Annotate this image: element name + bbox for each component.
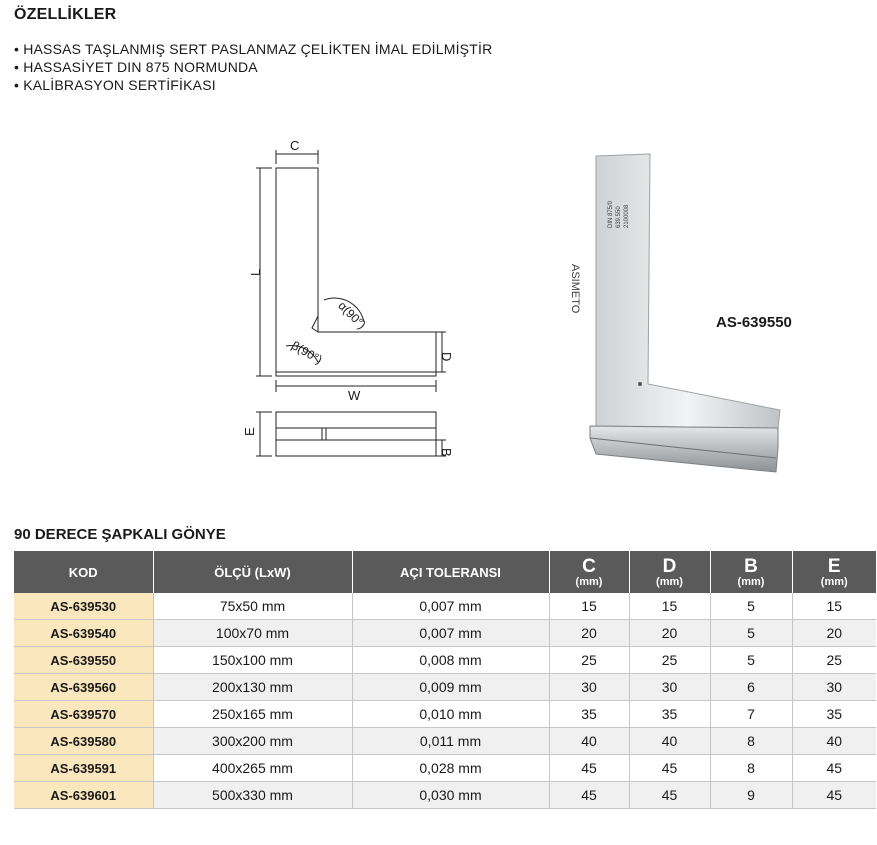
cell-kod: AS-639580 xyxy=(14,728,153,755)
table-row xyxy=(14,782,876,809)
cell-e: 20 xyxy=(792,620,876,647)
header-d: D (mm) xyxy=(629,551,710,593)
blade xyxy=(596,154,780,428)
cell-aci: 0,007 mm xyxy=(352,593,549,620)
product-table xyxy=(14,551,876,809)
cell-d: 45 xyxy=(629,782,710,809)
cell-d: 45 xyxy=(629,755,710,782)
table-row xyxy=(14,728,876,755)
features-list xyxy=(14,40,492,94)
cell-olcu: 250x165 mm xyxy=(153,701,352,728)
cell-e: 15 xyxy=(792,593,876,620)
cell-olcu: 500x330 mm xyxy=(153,782,352,809)
product-model-label: AS-639550 xyxy=(716,314,792,331)
cell-b: 9 xyxy=(710,782,792,809)
table-row xyxy=(14,701,876,728)
cell-d: 30 xyxy=(629,674,710,701)
brand-engraving: ASIMETO xyxy=(569,264,581,314)
cell-c: 25 xyxy=(549,647,629,674)
feature-item: • HASSAS TAŞLANMIŞ SERT PASLANMAZ ÇELİKTEN İMAL EDİLMİŞTİR xyxy=(14,40,492,58)
cell-c: 40 xyxy=(549,728,629,755)
feature-item: • KALİBRASYON SERTİFİKASI xyxy=(14,76,492,94)
table-row xyxy=(14,755,876,782)
cell-c: 15 xyxy=(549,593,629,620)
cell-aci: 0,030 mm xyxy=(352,782,549,809)
cell-e: 45 xyxy=(792,782,876,809)
cell-e: 35 xyxy=(792,701,876,728)
cell-c: 20 xyxy=(549,620,629,647)
cell-kod: AS-639550 xyxy=(14,647,153,674)
table-row xyxy=(14,647,876,674)
cell-d: 25 xyxy=(629,647,710,674)
label-w: W xyxy=(348,388,361,403)
cell-olcu: 300x200 mm xyxy=(153,728,352,755)
cell-b: 6 xyxy=(710,674,792,701)
label-b: B xyxy=(439,448,454,457)
header-e: E (mm) xyxy=(792,551,876,593)
header-olcu: ÖLÇÜ (LxW) xyxy=(153,551,352,593)
engraving-line: 639.550 xyxy=(616,206,622,228)
table-row xyxy=(14,620,876,647)
table-title: 90 DERECE ŞAPKALI GÖNYE xyxy=(14,526,226,543)
corner-notch xyxy=(312,316,318,332)
header-aci: AÇI TOLERANSI xyxy=(352,551,549,593)
features-title: ÖZELLİKLER xyxy=(14,6,117,23)
cell-e: 30 xyxy=(792,674,876,701)
cell-kod: AS-639560 xyxy=(14,674,153,701)
cell-kod: AS-639591 xyxy=(14,755,153,782)
header-c: C (mm) xyxy=(549,551,629,593)
table-row xyxy=(14,593,876,620)
label-d: D xyxy=(439,352,454,362)
technical-drawing xyxy=(242,136,456,466)
cell-aci: 0,008 mm xyxy=(352,647,549,674)
cell-e: 45 xyxy=(792,755,876,782)
cell-kod: AS-639540 xyxy=(14,620,153,647)
cell-b: 5 xyxy=(710,593,792,620)
cell-d: 20 xyxy=(629,620,710,647)
cell-b: 8 xyxy=(710,755,792,782)
cell-aci: 0,009 mm xyxy=(352,674,549,701)
cell-olcu: 200x130 mm xyxy=(153,674,352,701)
cell-b: 8 xyxy=(710,728,792,755)
cell-c: 45 xyxy=(549,782,629,809)
cell-c: 30 xyxy=(549,674,629,701)
angle-beta-label: β(90°) xyxy=(289,338,325,367)
cell-d: 35 xyxy=(629,701,710,728)
cell-c: 45 xyxy=(549,755,629,782)
cell-kod: AS-639570 xyxy=(14,701,153,728)
cell-e: 25 xyxy=(792,647,876,674)
cell-aci: 0,028 mm xyxy=(352,755,549,782)
header-kod: KOD xyxy=(14,551,153,593)
label-l: L xyxy=(248,268,263,276)
cell-olcu: 400x265 mm xyxy=(153,755,352,782)
cell-aci: 0,011 mm xyxy=(352,728,549,755)
cell-olcu: 150x100 mm xyxy=(153,647,352,674)
table-row xyxy=(14,674,876,701)
label-c: C xyxy=(290,138,300,153)
cell-d: 40 xyxy=(629,728,710,755)
cell-c: 35 xyxy=(549,701,629,728)
cell-e: 40 xyxy=(792,728,876,755)
cell-d: 15 xyxy=(629,593,710,620)
cell-b: 5 xyxy=(710,620,792,647)
header-b: B (mm) xyxy=(710,551,792,593)
label-e: E xyxy=(242,427,257,436)
bottom-view-outline xyxy=(276,412,436,456)
product-photo xyxy=(569,148,788,478)
cell-olcu: 75x50 mm xyxy=(153,593,352,620)
cell-olcu: 100x70 mm xyxy=(153,620,352,647)
cell-aci: 0,010 mm xyxy=(352,701,549,728)
cell-kod: AS-639601 xyxy=(14,782,153,809)
cell-b: 5 xyxy=(710,647,792,674)
cell-kod: AS-639530 xyxy=(14,593,153,620)
table-header-row xyxy=(14,551,876,593)
stock xyxy=(590,426,778,472)
angle-alpha-label: α(90°) xyxy=(335,298,369,332)
relief-hole xyxy=(638,382,642,386)
cell-b: 7 xyxy=(710,701,792,728)
engraving-line: 2100008 xyxy=(624,204,630,228)
engraving-line: DIN 875/0 xyxy=(608,200,614,228)
feature-item: • HASSASİYET DIN 875 NORMUNDA xyxy=(14,58,492,76)
cell-aci: 0,007 mm xyxy=(352,620,549,647)
